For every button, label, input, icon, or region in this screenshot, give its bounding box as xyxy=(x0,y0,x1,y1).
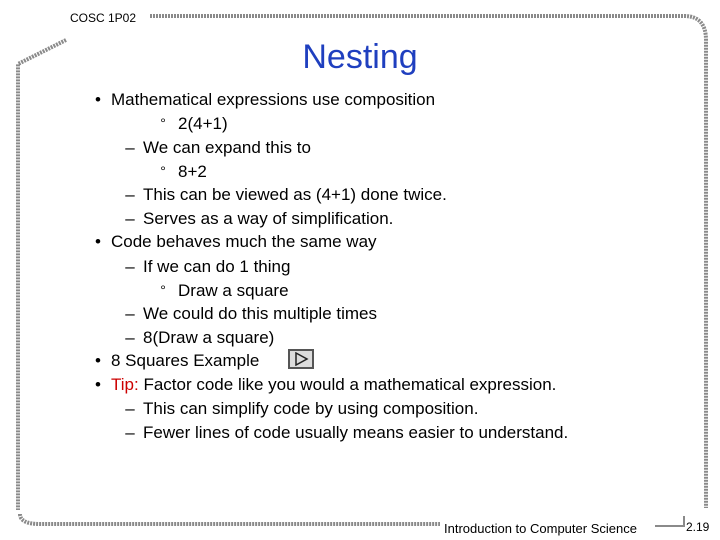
dash-marker: – xyxy=(125,423,135,442)
sub-sub-text: 8+2 xyxy=(178,162,207,181)
bullet-text: 8 Squares Example xyxy=(111,351,260,370)
bullet-item xyxy=(95,89,436,111)
degree-marker: ° xyxy=(160,163,166,179)
dash-marker: – xyxy=(125,209,135,228)
sub-sub-item xyxy=(160,280,289,302)
sub-item xyxy=(125,398,479,420)
bullet-marker: • xyxy=(95,90,101,109)
sub-item xyxy=(125,137,311,159)
bullet-marker: • xyxy=(95,232,101,251)
sub-item xyxy=(125,184,447,206)
course-code: COSC 1P02 xyxy=(70,11,137,25)
footer-label: Introduction to Computer Science xyxy=(444,521,637,536)
dash-marker: – xyxy=(125,138,135,157)
sub-sub-item xyxy=(160,113,228,135)
sub-item xyxy=(125,303,378,325)
slide-title: Nesting xyxy=(302,38,418,76)
bullet-marker: • xyxy=(95,351,101,370)
bullet-item xyxy=(95,231,377,253)
sub-text: This can simplify code by using composition. xyxy=(143,399,479,418)
sub-text: This can be viewed as (4+1) done twice. xyxy=(143,185,447,204)
sub-text: 8(Draw a square) xyxy=(143,328,275,347)
bullet-text: Code behaves much the same way xyxy=(111,232,377,251)
bullet-item xyxy=(95,350,260,372)
sub-text: If we can do 1 thing xyxy=(143,257,291,276)
sub-text: We can expand this to xyxy=(143,138,311,157)
tip-label: Tip: xyxy=(111,375,139,394)
bullet-item xyxy=(95,374,557,396)
sub-text: Fewer lines of code usually means easier to understand. xyxy=(143,423,569,442)
sub-item xyxy=(125,422,569,444)
sub-sub-text: 2(4+1) xyxy=(178,114,228,133)
degree-marker: ° xyxy=(160,282,166,298)
bullet-text: Mathematical expressions use composition xyxy=(111,90,436,109)
sub-item xyxy=(125,327,275,349)
dash-marker: – xyxy=(125,328,135,347)
sub-sub-text: Draw a square xyxy=(178,281,289,300)
dash-marker: – xyxy=(125,185,135,204)
play-example-button[interactable] xyxy=(288,349,314,369)
sub-item xyxy=(125,208,394,230)
dash-marker: – xyxy=(125,304,135,323)
sub-sub-item xyxy=(160,161,207,183)
dash-marker: – xyxy=(125,399,135,418)
degree-marker: ° xyxy=(160,115,166,131)
page-number: 2.19 xyxy=(686,520,710,534)
sub-text: Serves as a way of simplification. xyxy=(143,209,394,228)
bullet-text: Factor code like you would a mathematical expression. xyxy=(143,375,557,394)
bullet-marker: • xyxy=(95,375,101,394)
dash-marker: – xyxy=(125,257,135,276)
sub-item xyxy=(125,256,291,278)
sub-text: We could do this multiple times xyxy=(143,304,378,323)
play-triangle-icon xyxy=(293,352,309,366)
